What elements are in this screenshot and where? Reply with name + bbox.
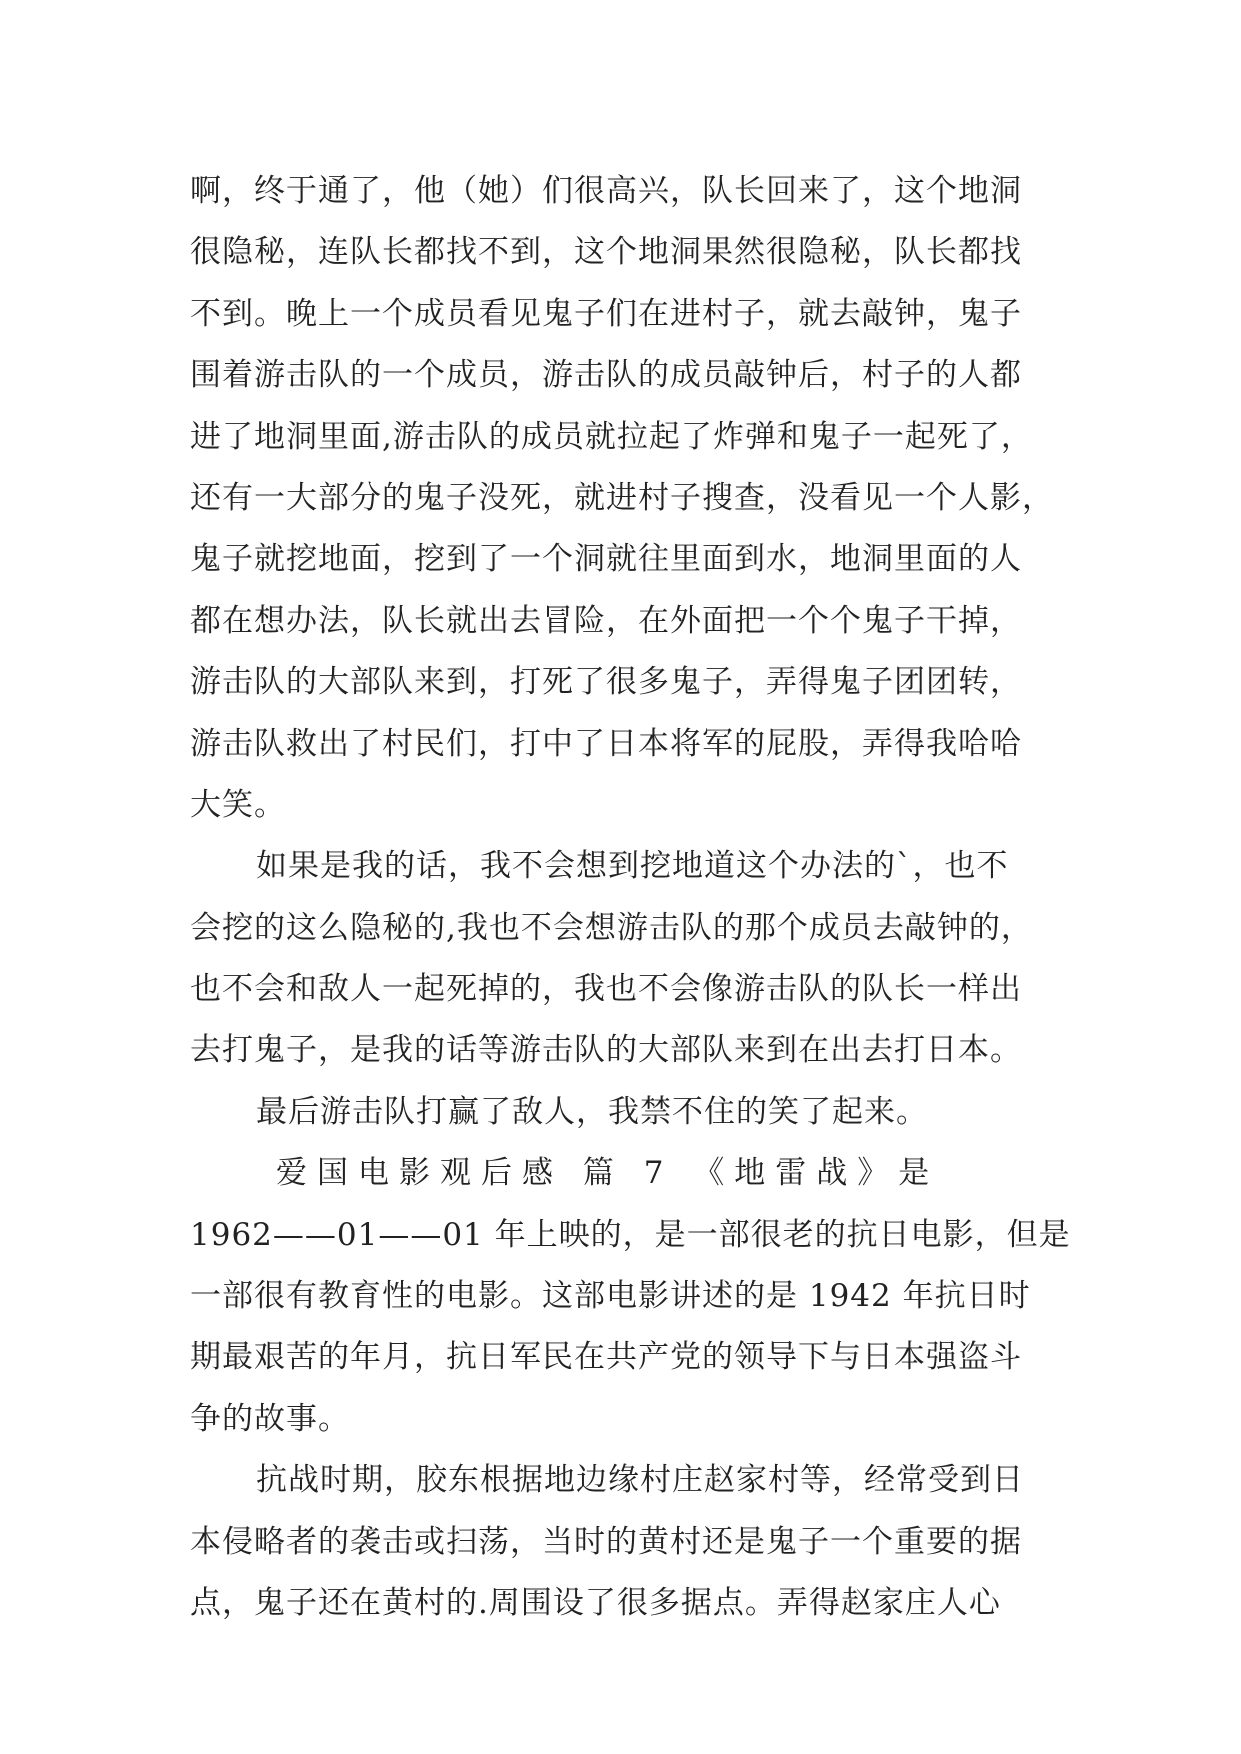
- text-line: 游击队的大部队来到，打死了很多鬼子，弄得鬼子团团转，: [190, 664, 1022, 701]
- text-line: 点，鬼子还在黄村的.周围设了很多据点。弄得赵家庄人心: [190, 1584, 1001, 1621]
- text-line: 一部很有教育性的电影。这部电影讲述的是 1942 年抗日时: [190, 1278, 1031, 1315]
- text-line: 围着游击队的一个成员，游击队的成员敲钟后，村子的人都: [190, 357, 1022, 394]
- text-line: 去打鬼子，是我的话等游击队的大部队来到在出去打日本。: [190, 1032, 1022, 1069]
- text-line: 也不会和敌人一起死掉的，我也不会像游击队的队长一样出: [190, 971, 1022, 1008]
- text-line: 还有一大部分的鬼子没死，就进村子搜查，没看见一个人影，: [190, 479, 1054, 516]
- text-line: 很隐秘，连队长都找不到，这个地洞果然很隐秘，队长都找: [190, 234, 1022, 271]
- text-line: 都在想办法，队长就出去冒险，在外面把一个个鬼子干掉，: [190, 602, 1022, 639]
- text-line: 本侵略者的袭击或扫荡，当时的黄村还是鬼子一个重要的据: [190, 1523, 1022, 1560]
- text-line: 游击队救出了村民们，打中了日本将军的屁股，弄得我哈哈: [190, 725, 1022, 762]
- section-heading-line: 爱国电影观后感 篇 7 《地雷战》是: [276, 1155, 940, 1192]
- text-line: 会挖的这么隐秘的,我也不会想游击队的那个成员去敲钟的，: [190, 909, 1033, 946]
- paragraph-first-line: 最后游击队打赢了敌人，我禁不住的笑了起来。: [256, 1093, 928, 1130]
- text-line: 争的故事。: [190, 1400, 350, 1437]
- text-line: 1962——01——01 年上映的，是一部很老的抗日电影，但是: [190, 1216, 1071, 1253]
- text-line: 期最艰苦的年月，抗日军民在共产党的领导下与日本强盗斗: [190, 1339, 1022, 1376]
- text-line: 不到。晚上一个成员看见鬼子们在进村子，就去敲钟，鬼子: [190, 295, 1022, 332]
- text-line: 进了地洞里面,游击队的成员就拉起了炸弹和鬼子一起死了，: [190, 418, 1033, 455]
- paragraph-first-line: 如果是我的话，我不会想到挖地道这个办法的`，也不: [256, 848, 1009, 885]
- text-line: 啊，终于通了，他（她）们很高兴，队长回来了，这个地洞: [190, 173, 1022, 209]
- body-text: [190, 161, 1070, 1634]
- paragraph-first-line: 抗战时期，胶东根据地边缘村庄赵家村等，经常受到日: [256, 1462, 1024, 1499]
- text-line: 大笑。: [190, 786, 286, 823]
- text-line: 鬼子就挖地面，挖到了一个洞就往里面到水，地洞里面的人: [190, 541, 1022, 578]
